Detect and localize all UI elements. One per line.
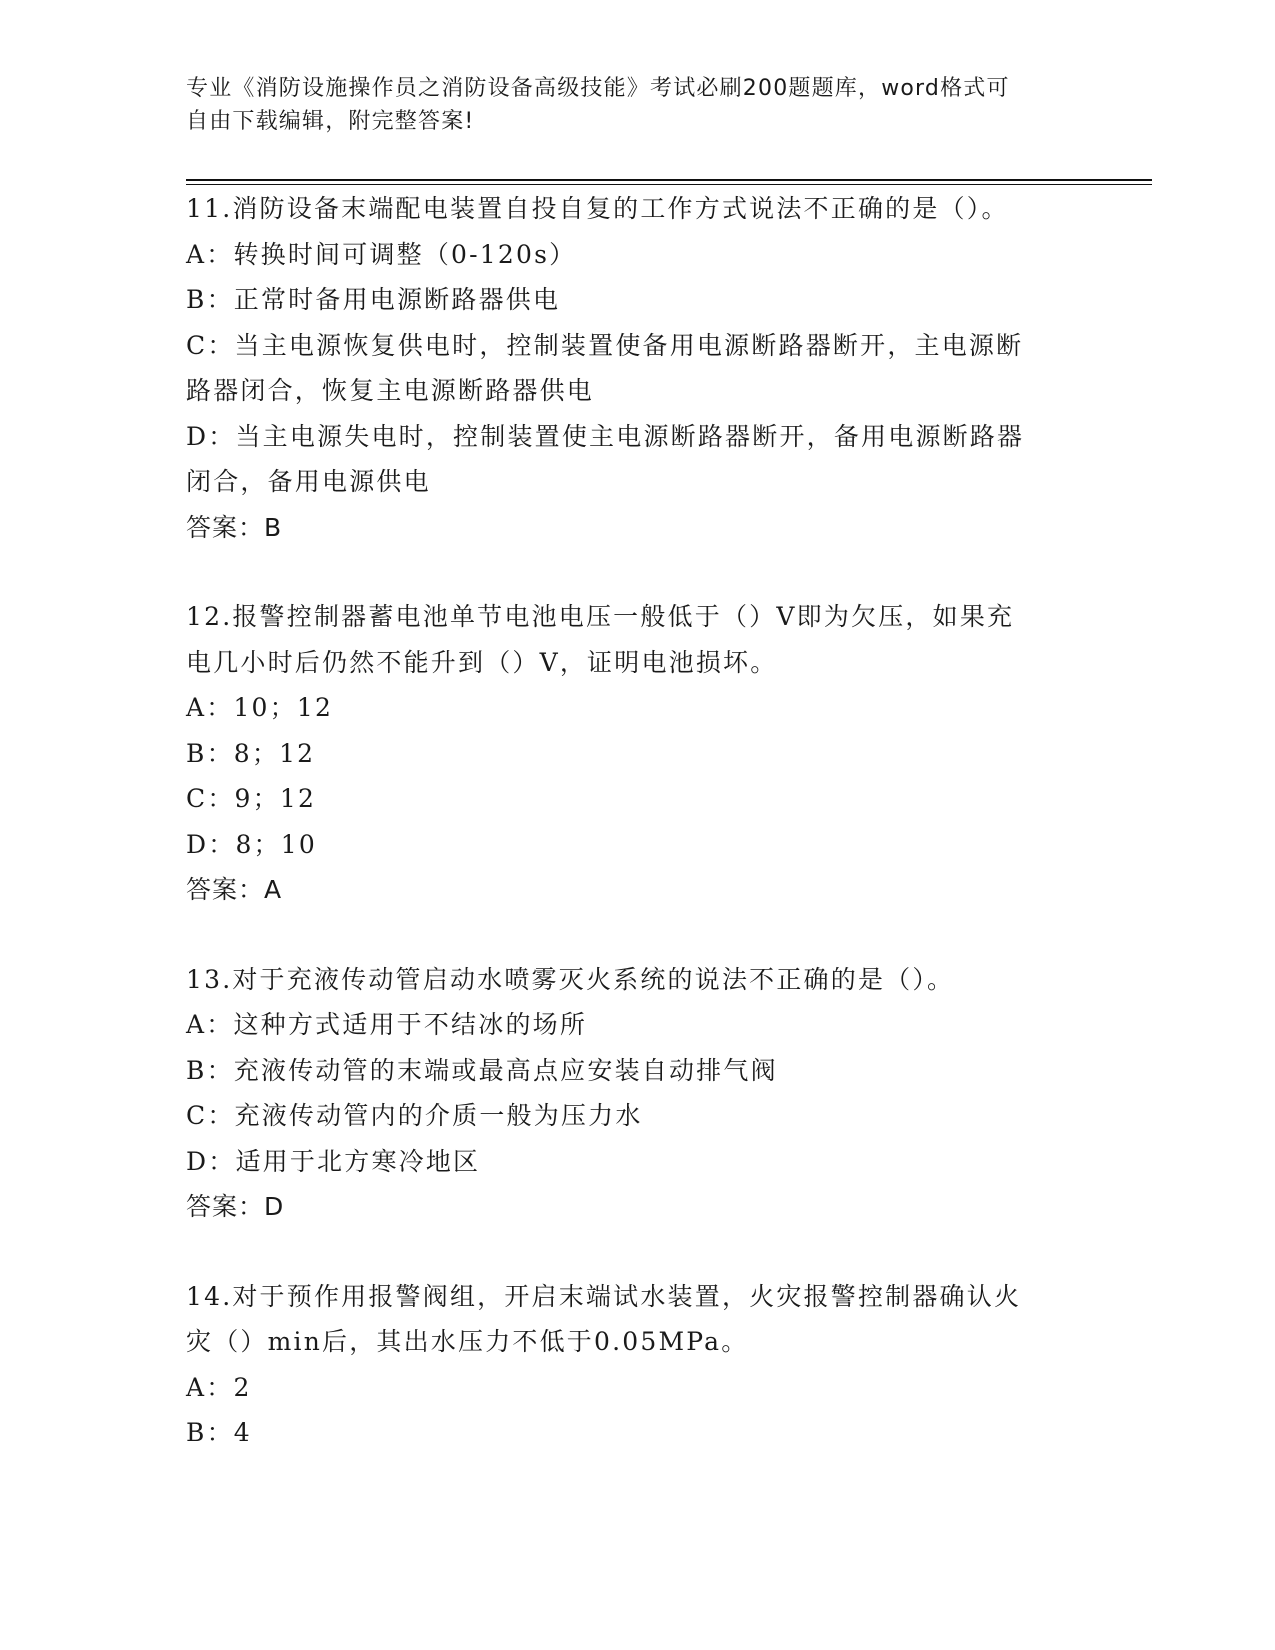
header-line: 专业《消防设施操作员之消防设备高级技能》考试必刷200题题库，word格式可 xyxy=(186,76,1010,101)
question-option-line: D：适用于北方寒冷地区 xyxy=(186,1146,481,1176)
question-option-line: A：这种方式适用于不结冰的场所 xyxy=(186,1010,588,1039)
question-block xyxy=(186,594,1066,913)
question-option-line: B：充液传动管的末端或最高点应安装自动排气阀 xyxy=(186,1055,778,1085)
question-option-line: B：8；12 xyxy=(186,738,316,768)
question-option-line: D：当主电源失电时，控制装置使主电源断路器断开，备用电源断路器 xyxy=(186,421,1025,451)
question-stem-line: 灾（）min后，其出水压力不低于0.05MPa。 xyxy=(186,1327,749,1356)
question-spacer xyxy=(186,913,1066,957)
question-block xyxy=(186,1274,1066,1456)
question-stem-line: 14.对于预作用报警阀组，开启末端试水装置，火灾报警控制器确认火 xyxy=(186,1281,1022,1311)
question-stem-line: 11.消防设备末端配电装置自投自复的工作方式说法不正确的是（）。 xyxy=(186,194,1009,223)
question-option-line: 闭合，备用电源供电 xyxy=(186,467,431,496)
question-option-line: C：9；12 xyxy=(186,784,317,813)
question-option-line: A：2 xyxy=(186,1372,252,1402)
answer-line: 答案：B xyxy=(186,512,283,542)
question-stem-line: 13.对于充液传动管启动水喷雾灭火系统的说法不正确的是（）。 xyxy=(186,964,955,994)
answer-line: 答案：D xyxy=(186,1192,285,1221)
question-stem-line: 12.报警控制器蓄电池单节电池电压一般低于（）V即为欠压，如果充 xyxy=(186,602,1015,631)
question-option-line: A：10；12 xyxy=(186,693,334,722)
question-option-line: C：当主电源恢复供电时，控制装置使备用电源断路器断开，主电源断 xyxy=(186,330,1024,360)
question-spacer xyxy=(186,550,1066,594)
question-option-line: C：充液传动管内的介质一般为压力水 xyxy=(186,1101,643,1130)
header-divider-thick xyxy=(186,179,1152,181)
question-block xyxy=(186,186,1066,550)
question-option-line: B：4 xyxy=(186,1418,252,1447)
question-option-line: B：正常时备用电源断路器供电 xyxy=(186,285,561,314)
answer-line: 答案：A xyxy=(186,875,283,904)
question-list xyxy=(186,186,1066,1456)
question-block xyxy=(186,957,1066,1230)
header-line: 自由下载编辑，附完整答案! xyxy=(186,109,475,134)
question-option-line: D：8；10 xyxy=(186,829,317,859)
question-stem-line: 电几小时后仍然不能升到（）V，证明电池损坏。 xyxy=(186,647,778,677)
question-option-line: A：转换时间可调整（0-120s） xyxy=(186,239,577,269)
question-option-line: 路器闭合，恢复主电源断路器供电 xyxy=(186,376,595,405)
question-spacer xyxy=(186,1230,1066,1274)
document-header xyxy=(186,72,1066,138)
header-divider-thin xyxy=(186,184,1152,185)
